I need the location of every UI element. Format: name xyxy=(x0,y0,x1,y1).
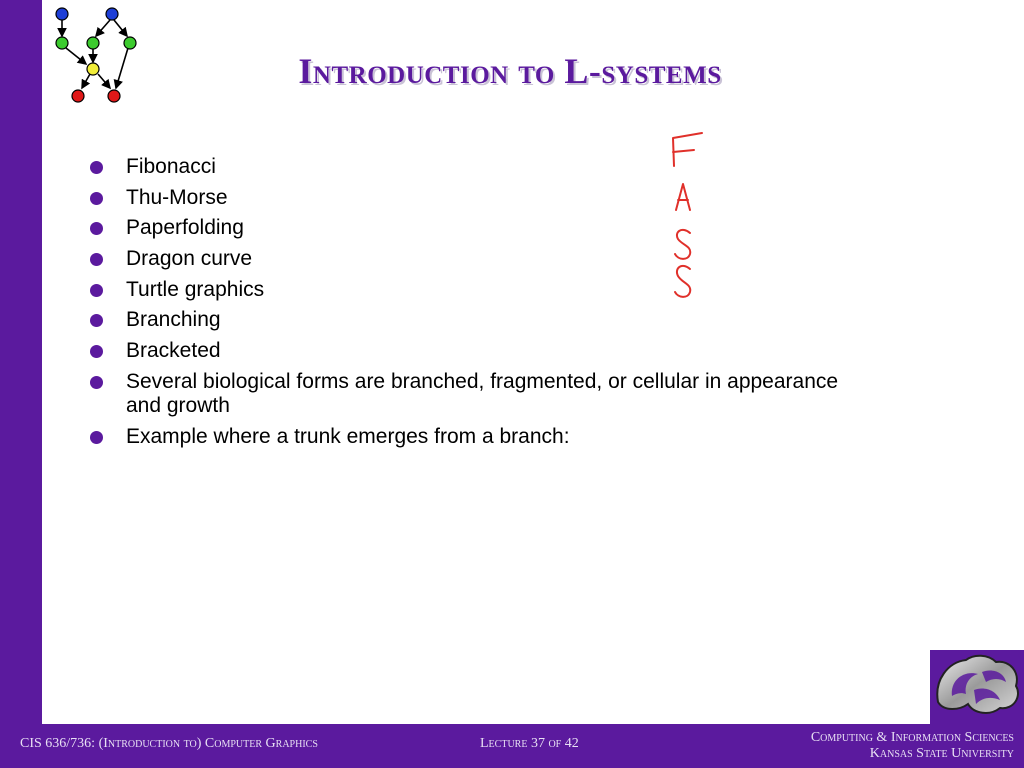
bullet-text: Several biological forms are branched, fragmented, or cellular in appearance and growth xyxy=(126,369,839,417)
slide-title: Introduction to L-systems xyxy=(298,51,722,91)
bullet-text: Bracketed xyxy=(126,339,221,363)
left-sidebar-bar xyxy=(0,0,42,768)
handwritten-letter-s xyxy=(675,230,690,259)
list-item xyxy=(88,216,878,240)
wildcat-logo-icon xyxy=(930,650,1024,724)
circle-bullet-icon xyxy=(90,284,103,297)
handwritten-annotation xyxy=(660,128,720,308)
bullet-list xyxy=(88,155,878,455)
handwritten-letter-a xyxy=(676,184,690,210)
list-item xyxy=(88,425,878,449)
circle-bullet-icon xyxy=(90,376,103,389)
bullet-text: Dragon curve xyxy=(126,247,253,271)
footer-lecture-number: Lecture 37 of 42 xyxy=(480,736,579,751)
list-item xyxy=(88,186,878,210)
bullet-text: Paperfolding xyxy=(126,216,244,240)
list-item xyxy=(88,155,878,179)
circle-bullet-icon xyxy=(90,253,103,266)
bullet-text: Example where a trunk emerges from a branch: xyxy=(126,424,570,448)
handwritten-letter-s xyxy=(675,266,690,297)
list-item xyxy=(88,278,878,302)
footer-department xyxy=(811,730,1014,762)
bullet-text: Thu-Morse xyxy=(126,185,228,209)
circle-bullet-icon xyxy=(90,192,103,205)
wildcat-logo-graphic xyxy=(930,650,1024,724)
circle-bullet-icon xyxy=(90,431,103,444)
bullet-text: Turtle graphics xyxy=(126,277,265,301)
handwritten-letter-f xyxy=(673,133,702,166)
list-item xyxy=(88,339,878,363)
list-item xyxy=(88,308,878,332)
bullet-text: Branching xyxy=(126,308,221,332)
footer-course-title: CIS 636/736: (Introduction to) Computer Graphics xyxy=(20,736,318,751)
circle-bullet-icon xyxy=(90,222,103,235)
circle-bullet-icon xyxy=(90,161,103,174)
circle-bullet-icon xyxy=(90,345,103,358)
graph-network-icon xyxy=(50,4,150,104)
bullet-text: Fibonacci xyxy=(126,155,216,178)
list-item xyxy=(88,370,878,418)
footer-department-line2: Kansas State University xyxy=(869,746,1014,761)
list-item xyxy=(88,247,878,271)
footer-department-line1: Computing & Information Sciences xyxy=(810,730,1014,745)
circle-bullet-icon xyxy=(90,314,103,327)
